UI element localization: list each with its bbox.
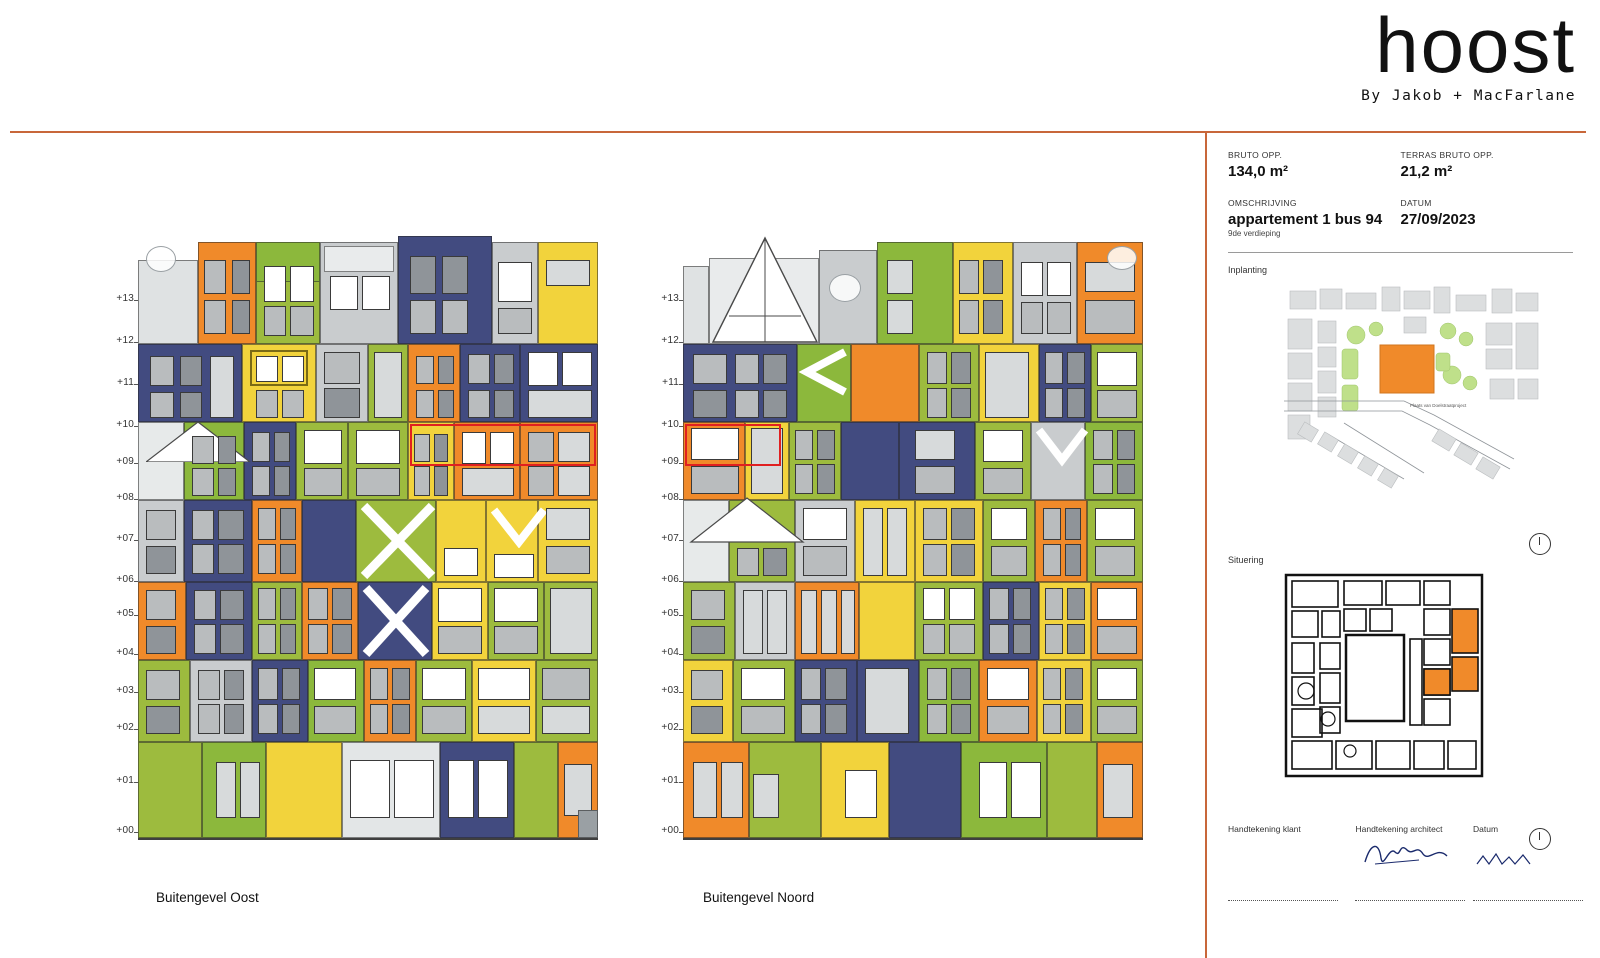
level-label: +08 bbox=[116, 492, 134, 503]
level-label: +06 bbox=[116, 574, 134, 585]
signature-client-line[interactable] bbox=[1228, 900, 1338, 901]
apartment-highlight-east bbox=[410, 424, 596, 466]
level-label: +05 bbox=[116, 608, 134, 619]
level-label: +07 bbox=[661, 533, 679, 544]
level-label: +12 bbox=[661, 335, 679, 346]
panel-separator bbox=[1228, 252, 1573, 253]
brand-tagline: By Jakob + MacFarlane bbox=[1361, 88, 1576, 105]
level-label: +00 bbox=[116, 825, 134, 836]
terras-bruto-opp bbox=[1401, 150, 1574, 180]
datum-label: DATUM bbox=[1400, 198, 1432, 208]
description-row bbox=[1228, 198, 1573, 238]
inplanting-map bbox=[1284, 283, 1544, 495]
info-panel bbox=[1228, 150, 1573, 901]
header-divider bbox=[10, 131, 1586, 133]
level-label: +05 bbox=[661, 608, 679, 619]
elevation-north bbox=[645, 150, 1145, 905]
level-label: +11 bbox=[662, 377, 679, 388]
panel-divider bbox=[1205, 131, 1207, 958]
situering-label: Situering bbox=[1228, 555, 1264, 565]
north-facade-drawing bbox=[683, 150, 1143, 840]
brand-logo: hoost bbox=[1375, 1, 1576, 89]
signature-architect-line[interactable] bbox=[1355, 900, 1465, 901]
signature-architect-label: Handtekening architect bbox=[1355, 824, 1443, 834]
level-label: +08 bbox=[661, 492, 679, 503]
level-label: +04 bbox=[661, 647, 679, 658]
signature-date-label: Datum bbox=[1473, 824, 1499, 834]
level-label: +13 bbox=[661, 293, 679, 304]
level-label: +09 bbox=[661, 456, 679, 467]
brand-header bbox=[1156, 1, 1576, 105]
area-row bbox=[1228, 150, 1573, 180]
caption-north: Buitengevel Noord bbox=[703, 890, 815, 905]
signature-architect bbox=[1355, 824, 1473, 901]
level-label: +02 bbox=[661, 722, 679, 733]
datum-value: 27/09/2023 bbox=[1400, 211, 1476, 228]
signature-date bbox=[1473, 824, 1573, 901]
bruto-opp bbox=[1228, 150, 1401, 180]
level-label: +01 bbox=[116, 775, 134, 786]
omschrijving-sub: 9de verdieping bbox=[1228, 229, 1281, 238]
situering-floorplan bbox=[1284, 573, 1484, 778]
terras-bruto-opp-value: 21,2 m² bbox=[1400, 163, 1453, 180]
level-label: +02 bbox=[116, 722, 134, 733]
east-facade-drawing bbox=[138, 150, 598, 840]
level-label: +11 bbox=[117, 377, 134, 388]
elevation-north-canvas bbox=[645, 150, 1145, 850]
omschrijving-label: OMSCHRIJVING bbox=[1228, 198, 1297, 208]
level-label: +03 bbox=[116, 685, 134, 696]
datum bbox=[1401, 198, 1574, 238]
svg-text:Plaats van Doelstraatproject: Plaats van Doelstraatproject bbox=[1410, 403, 1467, 408]
level-label: +00 bbox=[661, 825, 679, 836]
elevation-east-canvas bbox=[100, 150, 600, 850]
bruto-opp-value: 134,0 m² bbox=[1228, 163, 1289, 180]
bruto-opp-label: BRUTO OPP. bbox=[1228, 150, 1283, 160]
level-label: +10 bbox=[661, 419, 679, 430]
omschrijving bbox=[1228, 198, 1401, 238]
caption-east: Buitengevel Oost bbox=[156, 890, 259, 905]
signature-client bbox=[1228, 824, 1355, 901]
apartment-highlight-north bbox=[685, 424, 781, 466]
signature-client-label: Handtekening klant bbox=[1228, 824, 1301, 834]
signature-date-line[interactable] bbox=[1473, 900, 1583, 901]
level-label: +07 bbox=[116, 533, 134, 544]
level-label: +03 bbox=[661, 685, 679, 696]
signature-row bbox=[1228, 824, 1573, 901]
level-label: +04 bbox=[116, 647, 134, 658]
terras-bruto-opp-label: TERRAS BRUTO OPP. bbox=[1400, 150, 1494, 160]
omschrijving-value: appartement 1 bus 94 bbox=[1228, 211, 1383, 228]
elevation-east bbox=[100, 150, 600, 905]
level-label: +10 bbox=[116, 419, 134, 430]
level-label: +12 bbox=[116, 335, 134, 346]
level-label: +01 bbox=[661, 775, 679, 786]
inplanting-label: Inplanting bbox=[1228, 265, 1268, 275]
level-label: +06 bbox=[661, 574, 679, 585]
level-label: +13 bbox=[116, 293, 134, 304]
north-arrow-inplanting bbox=[1529, 533, 1551, 555]
level-label: +09 bbox=[116, 456, 134, 467]
